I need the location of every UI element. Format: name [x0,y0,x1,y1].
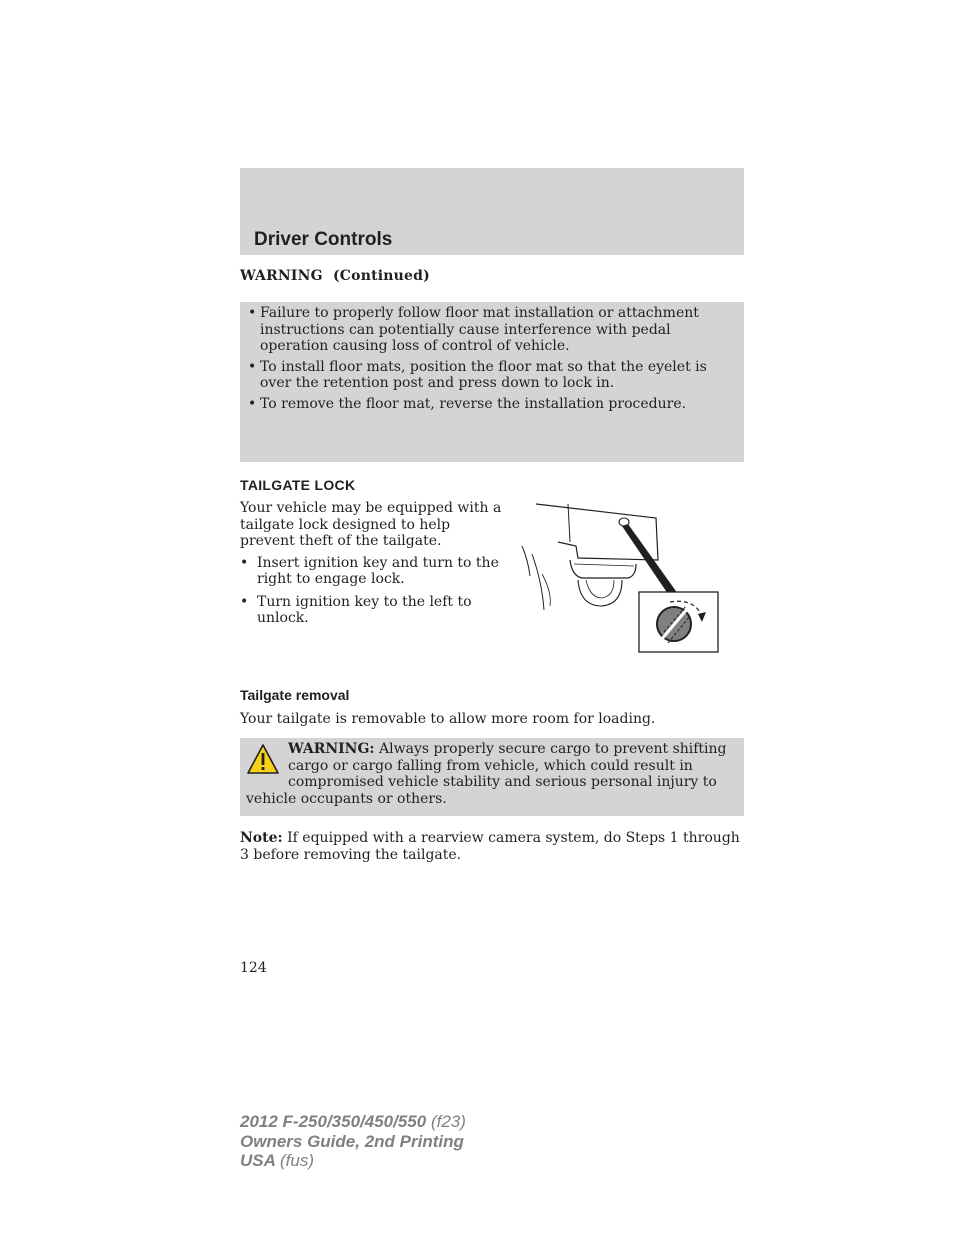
warning-bullet [248,305,734,355]
bullet-icon: • [248,395,257,412]
footer-market-code: (fus) [280,1151,314,1170]
warning-bullet-text: Failure to properly follow floor mat installation or attachment instructions can potentially cause interference with pedal operation causing loss of control of vehicle. [260,305,699,354]
page-number: 124 [240,960,267,976]
warning-continued-suffix: (Continued) [332,268,430,284]
warning-bullet-text: To install floor mats, position the floor mat so that the eyelet is over the retention post and press down to lock in. [260,358,707,391]
tailgate-lock-intro: Your vehicle may be equipped with a tailgate lock designed to help prevent theft of the tailgate. [240,500,502,549]
note-text: If equipped with a rearview camera system, do Steps 1 through 3 before removing the tailgate. [240,830,740,863]
tailgate-lock-heading: TAILGATE LOCK [240,477,356,493]
bullet-icon: • [240,593,249,610]
tailgate-lock-text [240,500,502,633]
cargo-warning-box [240,738,744,816]
warning-bullet [248,396,734,413]
bullet-icon: • [240,554,249,571]
document-footer [240,1112,466,1171]
bullet-icon: • [248,305,257,321]
tailgate-key-lock-illustration [518,498,722,656]
footer-model-code: (f23) [430,1112,466,1131]
section-title: Driver Controls [254,229,393,250]
warning-bullet-list [248,305,734,412]
warning-box [240,302,744,462]
warning-bullet [248,359,734,392]
tailgate-removal-text: Your tailgate is removable to allow more room for loading. [240,711,656,727]
tailgate-lock-bullets [240,555,502,627]
tailgate-removal-heading: Tailgate removal [240,687,350,703]
tailgate-lock-bullet [240,594,502,627]
footer-line-3 [240,1151,466,1171]
footer-line-1 [240,1112,466,1132]
tailgate-lock-bullet-text: Insert ignition key and turn to the right to engage lock. [257,554,499,587]
footer-market: USA [240,1151,276,1170]
warning2-label: WARNING: [288,741,375,757]
footer-model: 2012 F-250/350/450/550 [240,1112,427,1131]
warning-triangle-icon [246,743,280,777]
bullet-icon: • [248,358,257,375]
note-label: Note: [240,830,283,846]
camera-note [240,830,744,863]
warning2-text: Always properly secure cargo to prevent shifting cargo or cargo falling from vehicle, which could result in compromised vehicle stability and serious personal injury to vehicle occupants or others. [246,741,727,807]
section-header [240,168,744,255]
footer-line-2: Owners Guide, 2nd Printing [240,1131,464,1151]
warning-label: WARNING [240,268,323,284]
warning-bullet-text: To remove the floor mat, reverse the installation procedure. [260,395,687,412]
warning-continued-heading [240,268,430,284]
tailgate-lock-bullet-text: Turn ignition key to the left to unlock. [257,593,472,626]
tailgate-lock-bullet [240,555,502,588]
